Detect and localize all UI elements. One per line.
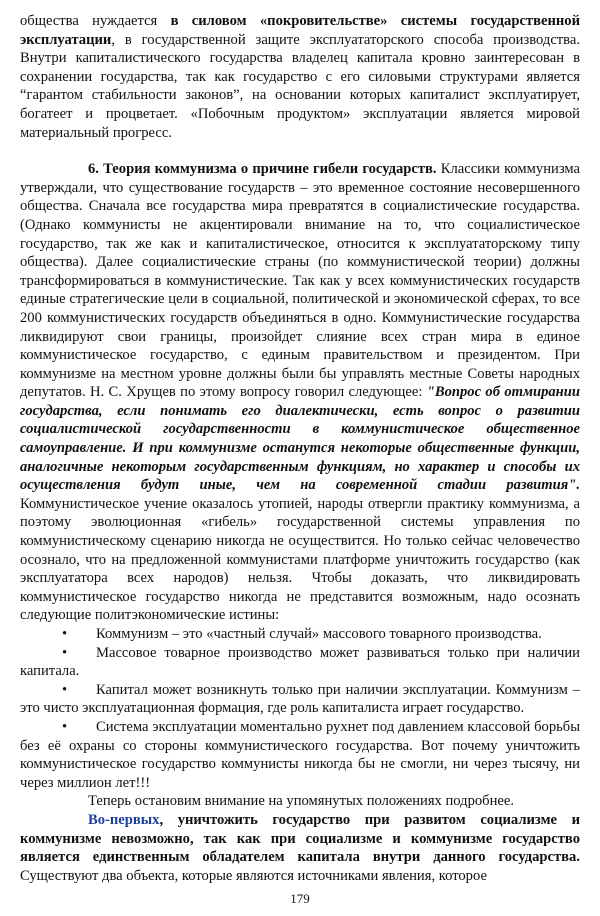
bullet-marker: • <box>62 681 68 698</box>
paragraph-communism-theory <box>20 160 580 625</box>
truths-list <box>20 625 580 792</box>
khrushchev-quote: "Вопрос об отмирании государства, если понимать его диалектически, есть вопрос о развитии социалистической государственности в коммунистическое общественное самоуправление. И при коммунизме останутся некоторые общественные функции, аналогичные некоторым государственным функциям, но характер и способы их осуществления будут иные, чем на современной стадии развития". <box>20 384 581 494</box>
bold-text: в силовом «покровительстве» системы государственной эксплуатации <box>20 13 580 48</box>
list-item-text: Коммунизм – это «частный случай» массового товарного производства. <box>96 626 542 642</box>
list-item <box>20 718 580 792</box>
section-heading: 6. Теория коммунизма о причине гибели государств. <box>88 161 437 178</box>
paragraph-exploitation <box>20 12 580 142</box>
text-run: Коммунистическое учение оказалось утопией, народы отвергли практику коммунизма, а поэтому эволюционная «гибель» государственной системы управления по коммунистическому сценарию никогда не осуществится. Но только сейчас человечество осознало, что на предложенной коммунистами платформе уничтожить государство (как эксплуататора всех народов) нельзя. Чтобы доказать, что ликвидировать коммунистическое государство никогда не представится возможным, надо осознать следующие политэкономические истины: <box>20 495 580 624</box>
list-item <box>20 625 580 644</box>
firstly-lead: Во-первых <box>88 811 160 828</box>
page-number: 179 <box>290 891 310 906</box>
paragraph-firstly <box>20 811 580 885</box>
text-run: , в государственной защите эксплуататорского способа производства. Внутри капиталистического государства владелец капитала кровно заинтересован в сохранении государства, так как государство с его силовыми структурами является “гарантом стабильности законов”, на основании которых капиталист эксплуатирует, богатеет и процветает. «Побочным продуктом» эксплуатации является мировой материальный прогресс. <box>20 31 580 141</box>
bold-text: , уничтожить государство при развитом социализме и коммунизме невозможно, так как при социализме и коммунизме государство является единственным обладателем капитала внутри данного государства. <box>20 811 580 866</box>
bullet-marker: • <box>62 644 68 661</box>
text-run: общества нуждается <box>20 13 171 29</box>
text-run: Классики коммунизма утверждали, что существование государств – это временное состояние несовершенного общества. Сначала все государства мира превратятся в социалистические государства. (Однако коммунисты не акцентировали внимание на то, что социалистическое государство, так же как и капиталистическое, относится к эксплуататорскому типу общества). Далее социалистические страны (по коммунистической теории) должны трансформироваться в коммунистические. Так как у всех коммунистических государств единые стратегические цели в социальной, политической и экономической сферах, то все 200 коммунистических государств объединяться в одно. Коммунистические государства ликвидируют свои границы, произойдет слияние всех стран мира в единое коммунистическое государство, с единым правительством и президентом. При коммунизме на местном уровне должны были бы управлять местные Советы народных депутатов. Н. С. Хрущев по этому вопросу говорил следующее: <box>20 161 580 401</box>
list-item-text: Система эксплуатации моментально рухнет под давлением классовой борьбы без её охраны со стороны коммунистического государства. Вот почему уничтожить коммунистическое государство коммунисты никогда бы не смогли, ни через тысячу, ни через миллион лет!!! <box>20 718 580 791</box>
text-run: Существуют два объекта, которые являются источниками явления, которое <box>20 867 487 884</box>
list-item-text: Массовое товарное производство может развиваться только при наличии капитала. <box>20 644 580 680</box>
bullet-marker: • <box>62 626 68 642</box>
paragraph-transition: Теперь остановим внимание на упомянутых положениях подробнее. <box>88 793 515 810</box>
list-item <box>20 644 580 681</box>
bullet-marker: • <box>62 718 68 735</box>
list-item <box>20 681 580 718</box>
list-item-text: Капитал может возникнуть только при наличии эксплуатации. Коммунизм – это чисто эксплуатационная формация, где роль капиталиста играет государство. <box>20 681 580 717</box>
